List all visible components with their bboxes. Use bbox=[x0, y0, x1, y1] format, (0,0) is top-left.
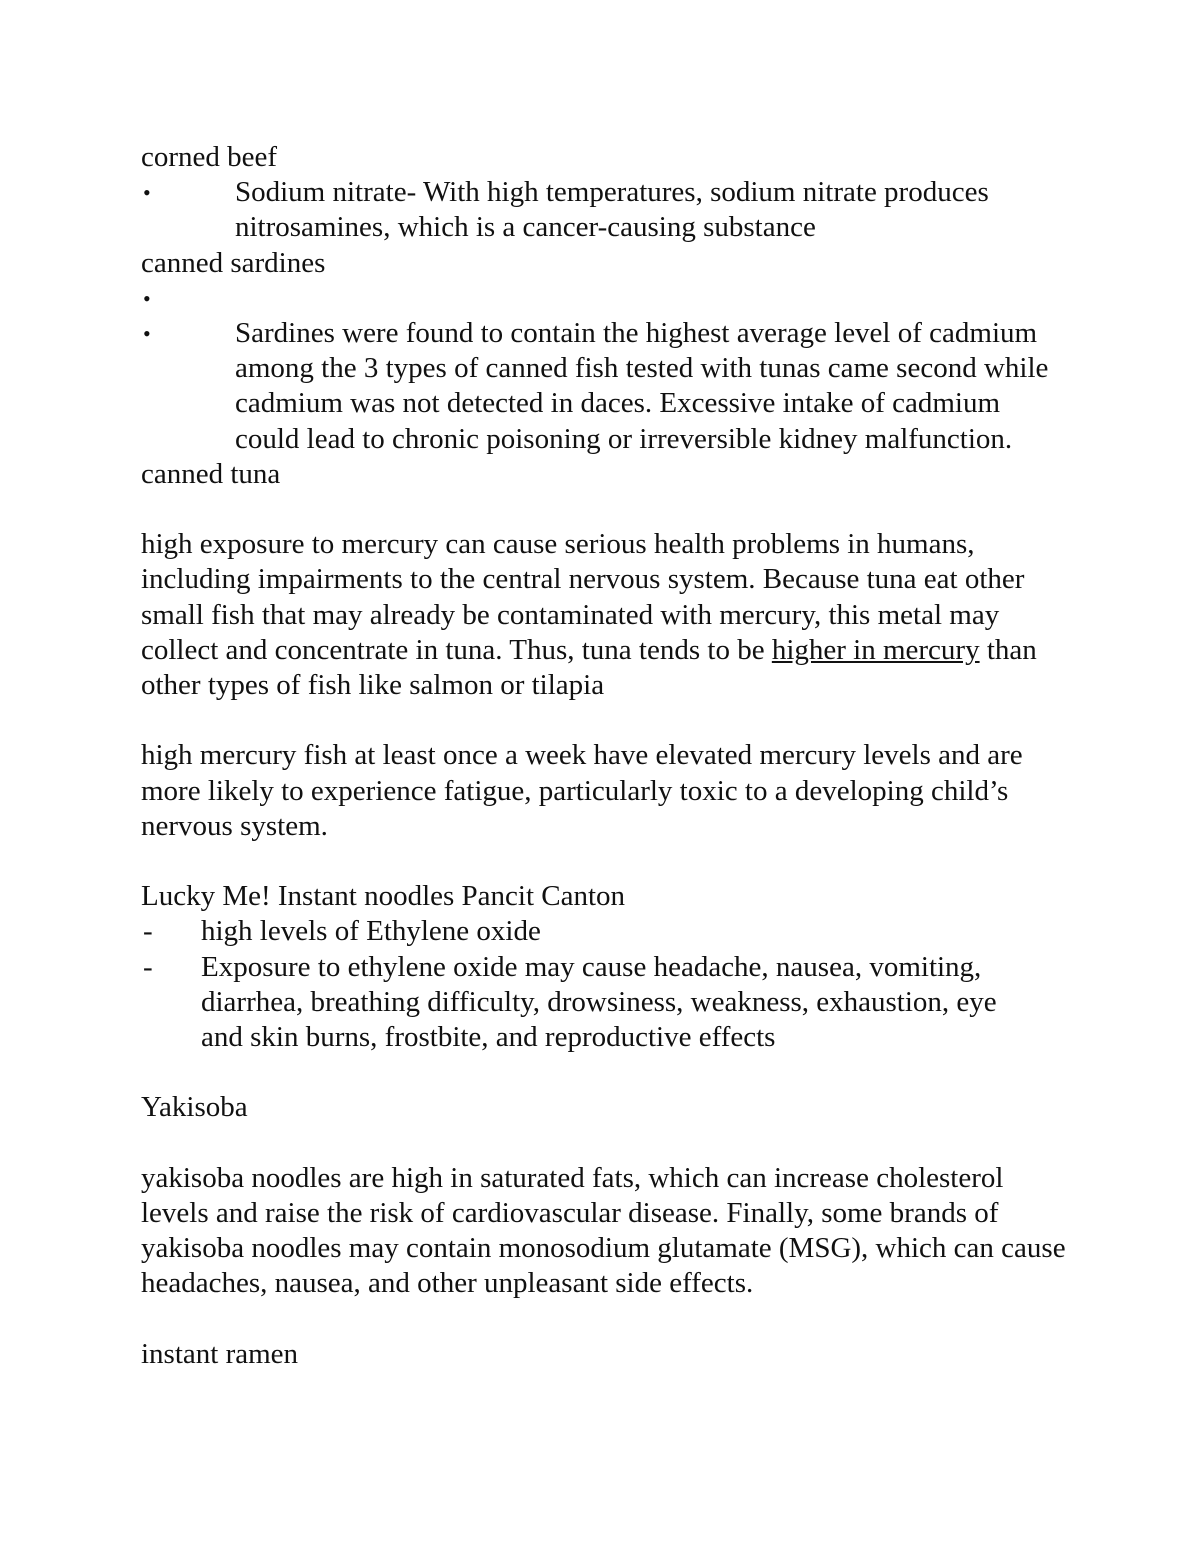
dash-text-ethylene-oxide: high levels of Ethylene oxide bbox=[201, 915, 541, 948]
blank-line bbox=[141, 1126, 1071, 1161]
blank-line bbox=[141, 1055, 1071, 1090]
paragraph-tuna-mercury bbox=[141, 527, 1066, 703]
heading-yakisoba: Yakisoba bbox=[141, 1091, 248, 1124]
blank-line bbox=[141, 703, 1071, 738]
paragraph-mercury-fatigue: high mercury fish at least once a week have elevated mercury levels and are more likely to experience fatigue, particularly toxic to a developing child’s nervous system. bbox=[141, 739, 1023, 842]
paragraph-text: high exposure to mercury can cause serious health problems in humans, including impairments to the central nervous system. Because tuna eat other small fish that may already be contaminated with mercury, this metal may collect and concentrate in tuna. Thus, tuna tends to be bbox=[141, 528, 1025, 666]
bullet-text-sodium-nitrate: Sodium nitrate- With high temperatures, sodium nitrate produces nitrosamines, which is a cancer-causing substance bbox=[235, 176, 989, 244]
blank-line bbox=[141, 844, 1071, 879]
dash-text-exposure-effects: Exposure to ethylene oxide may cause headache, nausea, vomiting, diarrhea, breathing difficulty, drowsiness, weakness, exhaustion, eye and skin burns, frostbite, and reproductive effects bbox=[201, 950, 997, 1054]
bullet-marker: • bbox=[143, 180, 151, 206]
bullet-text-cadmium: Sardines were found to contain the highest average level of cadmium among the 3 types of canned fish tested with tunas came second while cadmium was not detected in daces. Excessive intake of cadmium could lead to chronic poisoning or irreversible kidney malfunction. bbox=[235, 317, 1049, 455]
bullet-marker: • bbox=[143, 321, 151, 347]
bullet-marker: • bbox=[143, 285, 151, 311]
blank-line bbox=[141, 492, 1071, 527]
list-item bbox=[141, 175, 1071, 245]
heading-canned-tuna: canned tuna bbox=[141, 457, 281, 490]
paragraph-text: than other types of fish like salmon or tilapia bbox=[141, 633, 1037, 702]
list-item bbox=[141, 316, 1071, 457]
list-item bbox=[141, 914, 1071, 949]
dash-marker: - bbox=[143, 915, 153, 948]
list-item bbox=[141, 950, 1071, 1056]
paragraph-yakisoba: yakisoba noodles are high in saturated fats, which can increase cholesterol levels and raise the risk of cardiovascular disease. Finally, some brands of yakisoba noodles may contain monosodium glutamate (MSG), which can cause headaches, nausea, and other unpleasant side effects. bbox=[141, 1161, 1066, 1300]
heading-instant-ramen: instant ramen bbox=[141, 1337, 299, 1370]
document-body bbox=[141, 140, 1071, 1372]
heading-corned-beef: corned beef bbox=[141, 141, 278, 173]
higher-in-mercury-link[interactable]: higher in mercury bbox=[771, 633, 980, 666]
heading-lucky-me: Lucky Me! Instant noodles Pancit Canton bbox=[141, 880, 626, 913]
heading-canned-sardines: canned sardines bbox=[141, 246, 326, 279]
list-item-empty bbox=[141, 281, 1071, 316]
bullet-text-empty bbox=[235, 281, 1055, 316]
dash-marker: - bbox=[143, 950, 153, 983]
blank-line bbox=[141, 1302, 1071, 1337]
